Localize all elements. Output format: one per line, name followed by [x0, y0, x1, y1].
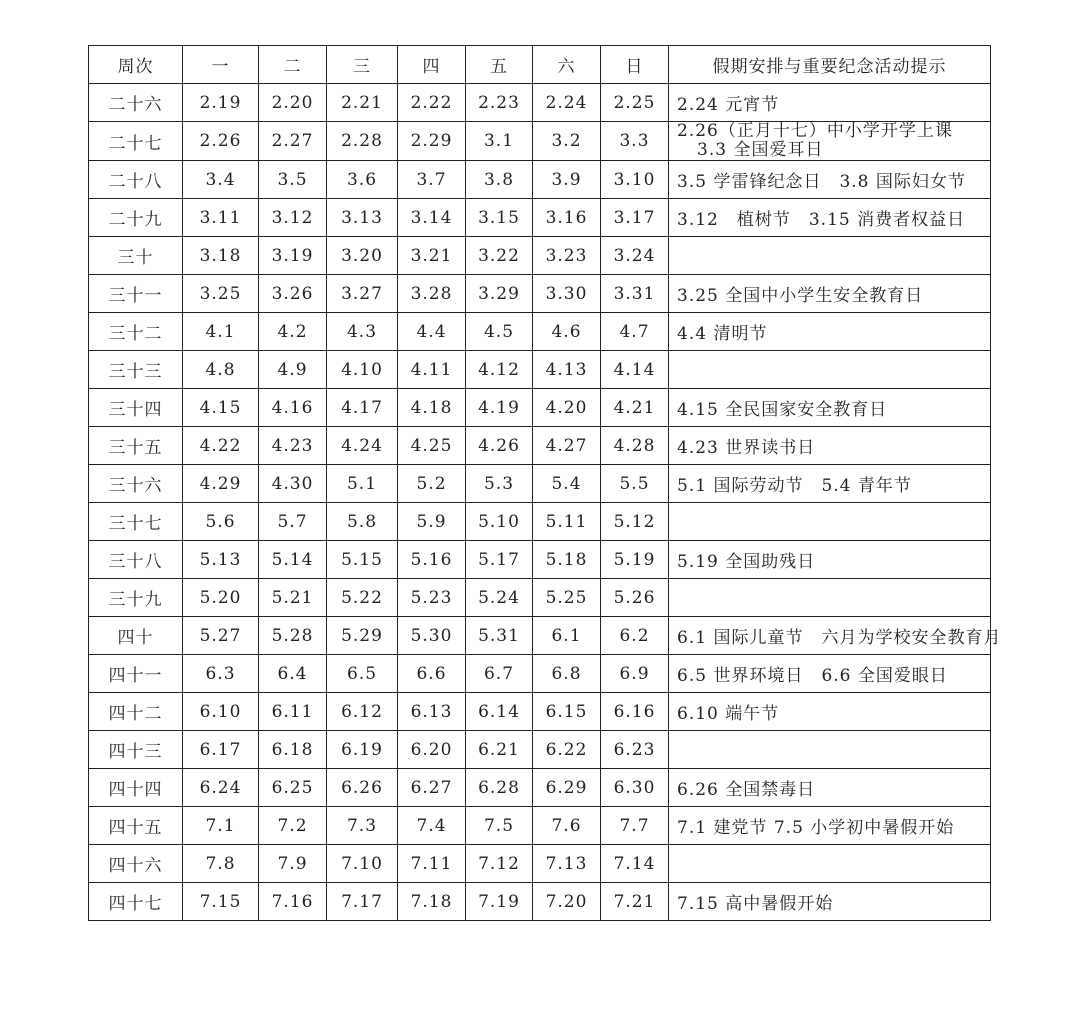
date-cell-sat: 5.25 [533, 579, 601, 617]
week-number-cell: 四十一 [89, 655, 183, 693]
date-cell-wed: 4.10 [327, 351, 398, 389]
date-cell-sat: 3.2 [533, 122, 601, 161]
date-cell-sun: 6.9 [601, 655, 669, 693]
date-cell-thu: 4.25 [398, 427, 466, 465]
date-cell-sat: 3.9 [533, 161, 601, 199]
date-cell-mon: 5.27 [183, 617, 259, 655]
header-mon: 一 [183, 46, 259, 84]
date-cell-mon: 7.8 [183, 845, 259, 883]
header-week: 周次 [89, 46, 183, 84]
date-cell-wed: 5.1 [327, 465, 398, 503]
notes-cell: 3.12 植树节 3.15 消费者权益日 [669, 199, 991, 237]
date-cell-sun: 4.28 [601, 427, 669, 465]
note-line-1: 2.26（正月十七）中小学开学上课 [677, 121, 953, 141]
week-number-cell: 三十八 [89, 541, 183, 579]
date-cell-sat: 6.15 [533, 693, 601, 731]
table-row [89, 351, 991, 389]
date-cell-mon: 3.18 [183, 237, 259, 275]
date-cell-thu: 3.21 [398, 237, 466, 275]
date-cell-thu: 5.2 [398, 465, 466, 503]
date-cell-thu: 2.29 [398, 122, 466, 161]
date-cell-sun: 7.21 [601, 883, 669, 921]
notes-cell [669, 237, 991, 275]
notes-cell [669, 579, 991, 617]
date-cell-mon: 6.10 [183, 693, 259, 731]
table-row [89, 389, 991, 427]
date-cell-sun: 4.14 [601, 351, 669, 389]
date-cell-fri: 3.22 [466, 237, 533, 275]
notes-cell [669, 122, 991, 161]
date-cell-wed: 4.24 [327, 427, 398, 465]
table-row [89, 541, 991, 579]
table-row [89, 465, 991, 503]
table-row [89, 579, 991, 617]
date-cell-wed: 6.26 [327, 769, 398, 807]
date-cell-sun: 3.31 [601, 275, 669, 313]
school-calendar-table [88, 45, 1002, 921]
date-cell-tue: 3.12 [259, 199, 327, 237]
table-row [89, 199, 991, 237]
date-cell-mon: 6.24 [183, 769, 259, 807]
date-cell-fri: 5.10 [466, 503, 533, 541]
date-cell-mon: 4.15 [183, 389, 259, 427]
date-cell-sat: 4.13 [533, 351, 601, 389]
date-cell-sat: 5.11 [533, 503, 601, 541]
table-row [89, 883, 991, 921]
date-cell-fri: 4.19 [466, 389, 533, 427]
date-cell-tue: 3.19 [259, 237, 327, 275]
notes-cell: 5.19 全国助残日 [669, 541, 991, 579]
date-cell-tue: 6.4 [259, 655, 327, 693]
date-cell-sun: 4.21 [601, 389, 669, 427]
date-cell-sun: 7.14 [601, 845, 669, 883]
date-cell-thu: 5.16 [398, 541, 466, 579]
date-cell-tue: 4.2 [259, 313, 327, 351]
date-cell-sun: 6.16 [601, 693, 669, 731]
date-cell-mon: 2.26 [183, 122, 259, 161]
date-cell-wed: 5.22 [327, 579, 398, 617]
date-cell-sat: 6.1 [533, 617, 601, 655]
date-cell-fri: 2.23 [466, 84, 533, 122]
date-cell-sun: 6.2 [601, 617, 669, 655]
date-cell-fri: 7.12 [466, 845, 533, 883]
date-cell-sun: 5.12 [601, 503, 669, 541]
date-cell-thu: 7.11 [398, 845, 466, 883]
week-number-cell: 三十六 [89, 465, 183, 503]
date-cell-wed: 6.19 [327, 731, 398, 769]
date-cell-fri: 6.28 [466, 769, 533, 807]
table-row [89, 845, 991, 883]
date-cell-sat: 5.18 [533, 541, 601, 579]
week-number-cell: 三十五 [89, 427, 183, 465]
date-cell-sun: 6.23 [601, 731, 669, 769]
date-cell-tue: 5.7 [259, 503, 327, 541]
date-cell-sat: 4.27 [533, 427, 601, 465]
date-cell-sun: 5.19 [601, 541, 669, 579]
date-cell-sun: 7.7 [601, 807, 669, 845]
date-cell-fri: 6.14 [466, 693, 533, 731]
week-number-cell: 三十四 [89, 389, 183, 427]
header-sun: 日 [601, 46, 669, 84]
date-cell-sat: 4.6 [533, 313, 601, 351]
date-cell-fri: 5.24 [466, 579, 533, 617]
date-cell-wed: 3.13 [327, 199, 398, 237]
date-cell-thu: 4.4 [398, 313, 466, 351]
date-cell-mon: 4.8 [183, 351, 259, 389]
notes-cell: 5.1 国际劳动节 5.4 青年节 [669, 465, 991, 503]
week-number-cell: 四十四 [89, 769, 183, 807]
date-cell-thu: 6.6 [398, 655, 466, 693]
date-cell-thu: 5.30 [398, 617, 466, 655]
date-cell-wed: 3.20 [327, 237, 398, 275]
table-row [89, 693, 991, 731]
date-cell-mon: 6.3 [183, 655, 259, 693]
table-row [89, 769, 991, 807]
date-cell-tue: 4.30 [259, 465, 327, 503]
week-number-cell: 四十六 [89, 845, 183, 883]
date-cell-sun: 5.5 [601, 465, 669, 503]
date-cell-sun: 4.7 [601, 313, 669, 351]
date-cell-thu: 6.20 [398, 731, 466, 769]
header-row [89, 46, 991, 84]
table-row [89, 617, 991, 655]
date-cell-wed: 2.28 [327, 122, 398, 161]
date-cell-sun: 3.3 [601, 122, 669, 161]
notes-cell [669, 845, 991, 883]
date-cell-tue: 5.14 [259, 541, 327, 579]
date-cell-tue: 7.2 [259, 807, 327, 845]
table-row [89, 313, 991, 351]
date-cell-wed: 7.17 [327, 883, 398, 921]
table-row [89, 275, 991, 313]
header-fri: 五 [466, 46, 533, 84]
week-number-cell: 三十二 [89, 313, 183, 351]
week-number-cell: 二十七 [89, 122, 183, 161]
date-cell-fri: 6.7 [466, 655, 533, 693]
date-cell-tue: 4.9 [259, 351, 327, 389]
date-cell-mon: 4.22 [183, 427, 259, 465]
date-cell-wed: 5.15 [327, 541, 398, 579]
date-cell-thu: 7.18 [398, 883, 466, 921]
date-cell-thu: 6.27 [398, 769, 466, 807]
date-cell-fri: 6.21 [466, 731, 533, 769]
date-cell-thu: 4.11 [398, 351, 466, 389]
date-cell-wed: 6.5 [327, 655, 398, 693]
date-cell-fri: 4.5 [466, 313, 533, 351]
date-cell-fri: 3.1 [466, 122, 533, 161]
week-number-cell: 四十二 [89, 693, 183, 731]
date-cell-fri: 4.12 [466, 351, 533, 389]
date-cell-thu: 3.28 [398, 275, 466, 313]
date-cell-tue: 2.20 [259, 84, 327, 122]
header-notes: 假期安排与重要纪念活动提示 [669, 46, 991, 84]
date-cell-sat: 6.29 [533, 769, 601, 807]
week-number-cell: 二十九 [89, 199, 183, 237]
date-cell-fri: 3.8 [466, 161, 533, 199]
date-cell-mon: 4.1 [183, 313, 259, 351]
date-cell-sun: 3.17 [601, 199, 669, 237]
week-number-cell: 四十五 [89, 807, 183, 845]
date-cell-sun: 3.10 [601, 161, 669, 199]
date-cell-tue: 6.18 [259, 731, 327, 769]
week-number-cell: 二十六 [89, 84, 183, 122]
date-cell-tue: 6.25 [259, 769, 327, 807]
notes-cell: 7.1 建党节 7.5 小学初中暑假开始 [669, 807, 991, 845]
notes-cell: 3.5 学雷锋纪念日 3.8 国际妇女节 [669, 161, 991, 199]
notes-cell: 6.26 全国禁毒日 [669, 769, 991, 807]
table-row [89, 161, 991, 199]
table-row [89, 731, 991, 769]
table-row [89, 84, 991, 122]
date-cell-tue: 7.16 [259, 883, 327, 921]
date-cell-thu: 4.18 [398, 389, 466, 427]
date-cell-mon: 4.29 [183, 465, 259, 503]
table-row [89, 655, 991, 693]
date-cell-tue: 3.5 [259, 161, 327, 199]
date-cell-sat: 7.13 [533, 845, 601, 883]
date-cell-wed: 4.17 [327, 389, 398, 427]
notes-cell: 4.15 全民国家安全教育日 [669, 389, 991, 427]
date-cell-tue: 4.16 [259, 389, 327, 427]
date-cell-wed: 3.27 [327, 275, 398, 313]
notes-cell [669, 731, 991, 769]
header-wed: 三 [327, 46, 398, 84]
date-cell-thu: 5.23 [398, 579, 466, 617]
date-cell-mon: 6.17 [183, 731, 259, 769]
date-cell-wed: 2.21 [327, 84, 398, 122]
week-number-cell: 四十 [89, 617, 183, 655]
date-cell-tue: 5.28 [259, 617, 327, 655]
date-cell-sat: 2.24 [533, 84, 601, 122]
date-cell-fri: 5.17 [466, 541, 533, 579]
notes-cell [669, 351, 991, 389]
date-cell-sun: 5.26 [601, 579, 669, 617]
notes-cell: 3.25 全国中小学生安全教育日 [669, 275, 991, 313]
week-number-cell: 三十 [89, 237, 183, 275]
notes-cell: 4.4 清明节 [669, 313, 991, 351]
date-cell-sat: 7.6 [533, 807, 601, 845]
date-cell-tue: 6.11 [259, 693, 327, 731]
header-sat: 六 [533, 46, 601, 84]
date-cell-fri: 7.5 [466, 807, 533, 845]
notes-cell: 2.24 元宵节 [669, 84, 991, 122]
date-cell-tue: 5.21 [259, 579, 327, 617]
notes-cell: 6.10 端午节 [669, 693, 991, 731]
note-line-2: 3.3 全国爱耳日 [697, 140, 824, 160]
date-cell-sat: 6.8 [533, 655, 601, 693]
table-row [89, 503, 991, 541]
date-cell-fri: 7.19 [466, 883, 533, 921]
notes-cell [669, 503, 991, 541]
table-row [89, 237, 991, 275]
date-cell-fri: 3.29 [466, 275, 533, 313]
date-cell-mon: 3.25 [183, 275, 259, 313]
table-row [89, 807, 991, 845]
date-cell-mon: 7.15 [183, 883, 259, 921]
date-cell-sat: 4.20 [533, 389, 601, 427]
notes-cell: 4.23 世界读书日 [669, 427, 991, 465]
date-cell-thu: 5.9 [398, 503, 466, 541]
notes-cell: 6.1 国际儿童节 六月为学校安全教育月 [669, 617, 991, 655]
date-cell-wed: 3.6 [327, 161, 398, 199]
date-cell-sat: 7.20 [533, 883, 601, 921]
calendar-body [89, 84, 1002, 921]
date-cell-sat: 3.23 [533, 237, 601, 275]
date-cell-thu: 6.13 [398, 693, 466, 731]
date-cell-fri: 4.26 [466, 427, 533, 465]
date-cell-tue: 4.23 [259, 427, 327, 465]
date-cell-mon: 2.19 [183, 84, 259, 122]
date-cell-mon: 3.11 [183, 199, 259, 237]
week-number-cell: 四十七 [89, 883, 183, 921]
week-number-cell: 四十三 [89, 731, 183, 769]
date-cell-sun: 6.30 [601, 769, 669, 807]
date-cell-mon: 5.6 [183, 503, 259, 541]
date-cell-wed: 7.3 [327, 807, 398, 845]
date-cell-sat: 3.30 [533, 275, 601, 313]
date-cell-wed: 6.12 [327, 693, 398, 731]
date-cell-fri: 5.3 [466, 465, 533, 503]
date-cell-tue: 3.26 [259, 275, 327, 313]
date-cell-fri: 3.15 [466, 199, 533, 237]
date-cell-thu: 3.7 [398, 161, 466, 199]
date-cell-tue: 7.9 [259, 845, 327, 883]
date-cell-mon: 5.13 [183, 541, 259, 579]
header-tue: 二 [259, 46, 327, 84]
date-cell-thu: 3.14 [398, 199, 466, 237]
date-cell-mon: 5.20 [183, 579, 259, 617]
date-cell-wed: 5.29 [327, 617, 398, 655]
date-cell-thu: 2.22 [398, 84, 466, 122]
date-cell-mon: 7.1 [183, 807, 259, 845]
date-cell-wed: 5.8 [327, 503, 398, 541]
date-cell-mon: 3.4 [183, 161, 259, 199]
date-cell-sun: 2.25 [601, 84, 669, 122]
table-row [89, 427, 991, 465]
date-cell-thu: 7.4 [398, 807, 466, 845]
week-number-cell: 二十八 [89, 161, 183, 199]
date-cell-tue: 2.27 [259, 122, 327, 161]
date-cell-sat: 5.4 [533, 465, 601, 503]
date-cell-sat: 3.16 [533, 199, 601, 237]
week-number-cell: 三十三 [89, 351, 183, 389]
week-number-cell: 三十一 [89, 275, 183, 313]
date-cell-wed: 4.3 [327, 313, 398, 351]
date-cell-fri: 5.31 [466, 617, 533, 655]
notes-cell: 6.5 世界环境日 6.6 全国爱眼日 [669, 655, 991, 693]
week-number-cell: 三十七 [89, 503, 183, 541]
week-number-cell: 三十九 [89, 579, 183, 617]
notes-cell: 7.15 高中暑假开始 [669, 883, 991, 921]
header-thu: 四 [398, 46, 466, 84]
date-cell-wed: 7.10 [327, 845, 398, 883]
date-cell-sun: 3.24 [601, 237, 669, 275]
table-row [89, 122, 991, 161]
date-cell-sat: 6.22 [533, 731, 601, 769]
